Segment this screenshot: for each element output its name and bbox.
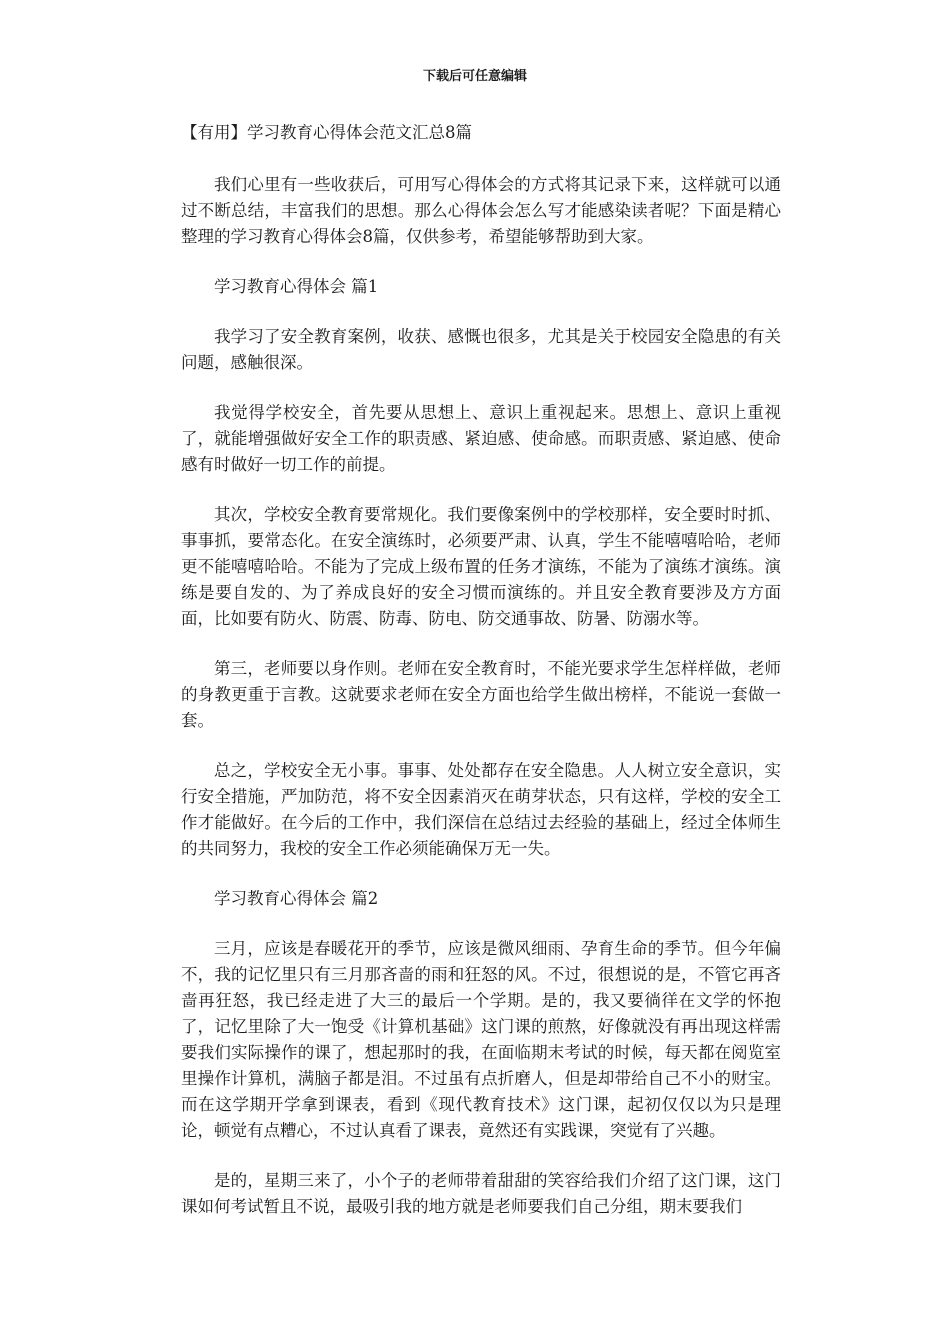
section-2-paragraph-1: 三月，应该是春暖花开的季节，应该是微风细雨、孕育生命的季节。但今年偏不，我的记忆里只有三月那吝啬的雨和狂怒的风。不过，很想说的是，不管它再吝啬再狂怒，我已经走进了大三的最后一个学期。是的，我又要徜徉在文学的怀抱了，记忆里除了大一饱受《计算机基础》这门课的煎熬，好像就没有再出现这样需要我们实际操作的课了，想起那时的我，在面临期末考试的时候，每天都在阅览室里操作计算机，满脑子都是泪。不过虽有点折磨人，但是却带给自己不小的财宝。而在这学期开学拿到课表，看到《现代教育技术》这门课，起初仅仅以为只是理论，顿觉有点糟心，不过认真看了课表，竟然还有实践课，突觉有了兴趣。 xyxy=(181,939,781,1140)
section-1-paragraph-3: 其次，学校安全教育要常规化。我们要像案例中的学校那样，安全要时时抓、事事抓，要常态化。在安全演练时，必须要严肃、认真，学生不能嘻嘻哈哈，老师更不能嘻嘻哈哈。不能为了完成上级布置的任务才演练，不能为了演练才演练。演练是要自发的、为了养成良好的安全习惯而演练的。并且安全教育要涉及方方面面，比如要有防火、防震、防毒、防电、防交通事故、防暑、防溺水等。 xyxy=(181,505,781,628)
section-1-paragraph-5: 总之，学校安全无小事。事事、处处都存在安全隐患。人人树立安全意识，实行安全措施，严加防范，将不安全因素消灭在萌芽状态，只有这样，学校的安全工作才能做好。在今后的工作中，我们深信在总结过去经验的基础上，经过全体师生的共同努力，我校的安全工作必须能确保万无一失。 xyxy=(181,761,781,858)
section-heading-2: 学习教育心得体会 篇2 xyxy=(214,889,379,908)
section-1-paragraph-1: 我学习了安全教育案例，收获、感慨也很多，尤其是关于校园安全隐患的有关问题，感触很深。 xyxy=(181,327,781,372)
document-body xyxy=(181,120,781,1244)
intro-paragraph: 我们心里有一些收获后，可用写心得体会的方式将其记录下来，这样就可以通过不断总结，丰富我们的思想。那么心得体会怎么写才能感染读者呢？下面是精心整理的学习教育心得体会8篇，仅供参考，希望能够帮助到大家。 xyxy=(181,175,781,246)
section-1-paragraph-2: 我觉得学校安全，首先要从思想上、意识上重视起来。思想上、意识上重视了，就能增强做好安全工作的职责感、紧迫感、使命感。而职责感、紧迫感、使命感有时做好一切工作的前提。 xyxy=(181,403,781,474)
page-header-note: 下载后可任意编辑 xyxy=(422,69,527,84)
section-1-paragraph-4: 第三，老师要以身作则。老师在安全教育时，不能光要求学生怎样样做，老师的身教更重于言教。这就要求老师在安全方面也给学生做出榜样，不能说一套做一套。 xyxy=(181,659,781,730)
section-heading-1: 学习教育心得体会 篇1 xyxy=(214,277,379,296)
document-title: 【有用】学习教育心得体会范文汇总8篇 xyxy=(181,123,472,142)
section-2-paragraph-2: 是的，星期三来了，小个子的老师带着甜甜的笑容给我们介绍了这门课，这门课如何考试暂且不说，最吸引我的地方就是老师要我们自己分组，期末要我们 xyxy=(181,1171,781,1216)
